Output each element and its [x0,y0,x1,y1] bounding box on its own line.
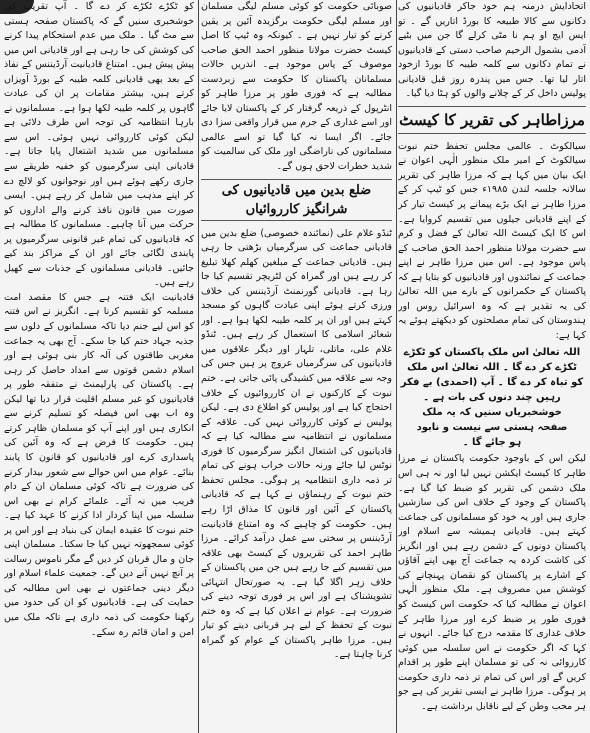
pull-quote [398,345,586,450]
article-body: کو ٹکڑے ٹکڑے کر دے گا ۔ آپ تقریب کی خوشخبری سنیں گے کہ پاکستان صفحہ ہستی سے مٹ گیا ۔ ملک میں عدم استحکام پیدا کرنے کی کوشش کی جا رہی ہے اور قادیانی اس میں پیش پیش ہیں۔ امتناع قادیانیت آرڈیننس کے نفاذ کے بعد بھی قادیانی کلمہ طیبہ کے بورڈ آویزاں کرتے ہیں، بیشتر مقامات پر ان کی عبادت گاہوں پر کلمہ طیبہ لکھا ہوا ہے۔ مسلمانوں نے بارہا انتظامیہ کی توجہ اس طرف دلائی ہے لیکن کوئی کارروائی نہیں ہوئی۔ اس سے مسلمانوں میں شدید اشتعال پایا جاتا ہے۔ قادیانی اپنی سرگرمیوں کو خفیہ طریقے سے جاری رکھے ہوئے ہیں اور نوجوانوں کو لالچ دے کر اپنے مذہب میں شامل کر رہے ہیں۔ ایسی صورت میں قانون نافذ کرنے والے اداروں کو حرکت میں آنا چاہیے۔ مسلمانوں کا مطالبہ ہے کہ قادیانیوں کی تمام غیر قانونی سرگرمیوں پر پابندی لگائی جائے اور ان کے مراکز بند کیے جائیں۔ قادیانی مسلمانوں کے جذبات سے کھیل رہے ہیں۔ [4,1,194,289]
quote-line: صفحہ ہستی سے نیست و نابود [416,422,568,434]
column-left [4,0,194,733]
quote-line: ٹکڑے کر دے گا ۔ اللہ تعالیٰ اس ملک [407,362,577,374]
column-divider [198,0,199,733]
article-body: لیکن اس کے باوجود حکومت پاکستان نے مرزا طاہر کا کیسٹ ایکشن نہیں لیا اور نہ ہی اس ملک دشمن کی تقریر کو ضبط کیا گیا ہے۔ پاکستان کے وجود کے خلاف اس کی سازشیں جاری ہیں اور یہ خود کو مسلمانوں کی جماعت کہتے ہیں۔ قادیانی ہمیشہ سے اسلام اور پاکستان دونوں کے دشمن رہے ہیں اور انگریز کی کاشت کردہ یہ جماعت آج بھی اپنے آقاؤں کے اشارے پر پاکستان کو نقصان پہنچانے کی کوشش میں مصروف ہے۔ ملک منظور الٰہی اعوان نے مطالبہ کیا کہ حکومت اس کیسٹ کو فوری طور پر ضبط کرے اور مرزا طاہر کے خلاف غداری کا مقدمہ درج کیا جائے۔ انہوں نے کہا کہ اگر حکومت نے اس سلسلہ میں کوئی کارروائی نہ کی تو مسلمان اپنے طور پر اقدام کریں گے اور اس کی تمام تر ذمہ داری حکومت پر ہوگی۔ مرزا طاہر نے ایسی تقریر کی ہے جو ہر محب وطن کے لیے ناقابل برداشت ہے۔ [398,453,586,712]
quote-line: ہو جائے گا ۔ [462,437,522,449]
article-continuation: صوبائی حکومت کو کوئی مسلم لیگی مسلمان اور مسلم لیگی حکومت برگزیدہ آئین پر یقین کرنے کو تیار نہیں ہے ۔ کیونکہ وہ ٹیپ کا اصل کیسٹ حضرت مولانا منظور احمد الحق صاحب موصوف کے پاس موجود ہے۔ اندریں حالات مسلمانان پاکستان کا حکومت سے زبردست مطالبہ ہے کہ فوری طور پر مرزا طاہر کو انٹرپول کے ذریعہ گرفتار کر کے پاکستان لایا جائے اور اسے غداری کے جرم میں قرار واقعی سزا دی جائے۔ اگر ایسا نہ کیا گیا تو اسے عالمی مسلمانوں کی ناراضگی اور ملک کی سالمیت کو شدید خطرات لاحق ہوں گے۔ [201,1,392,173]
quote-line: اللہ تعالیٰ اس ملک پاکستان کو ٹکڑے [403,347,581,359]
article-body: قادیانیت ایک فتنہ ہے جس کا مقصد امت مسلمہ کو تقسیم کرنا ہے۔ انگریز نے اس فتنہ کو اس لیے جنم دیا تاکہ مسلمانوں کے دلوں سے جذبہ جہاد ختم کیا جا سکے۔ آج بھی یہ جماعت مغربی طاقتوں کی آلہ کار بنی ہوئی ہے اور اسلام دشمن قوتوں سے امداد حاصل کر رہی ہے۔ پاکستان کی پارلیمنٹ نے متفقہ طور پر قادیانیوں کو غیر مسلم اقلیت قرار دیا تھا لیکن وہ اب بھی اس فیصلہ کو تسلیم کرنے سے انکاری ہیں اور اپنے آپ کو مسلمان ظاہر کرتے ہیں۔ حکومت کا فرض ہے کہ وہ آئین کی پاسداری کرے اور قادیانیوں کو قانون کا پابند بنائے۔ عوام میں اس حوالے سے شعور بیدار کرنے کی ضرورت ہے تاکہ کوئی مسلمان ان کے دام فریب میں نہ آئے۔ علمائے کرام نے بھی اس سلسلہ میں اپنا کردار ادا کرنے کا عہد کیا ہے۔ ختم نبوت کا عقیدہ ایمان کی بنیاد ہے اور اس پر کوئی سمجھوتہ نہیں کیا جا سکتا۔ مسلمان اپنی جان و مال قربان کر دیں گے مگر ناموس رسالت پر آنچ نہیں آنے دیں گے۔ جمعیت علماء اسلام اور دیگر دینی جماعتوں نے بھی اس مطالبہ کی حمایت کی ہے۔ قادیانیوں کو ان کی حدود میں رکھنا حکومت کی ذمہ داری ہے تاکہ ملک میں امن و امان قائم رہ سکے۔ [4,291,194,638]
column-divider [396,0,397,733]
quote-line: خوشخبریاں سنیں کہ یہ ملک [422,407,562,419]
article-headline: ضلع بدین میں قادیانیوں کی شرانگیز کارروائیاں [201,179,392,221]
quote-line: کو تباہ کر دے گا ۔ آپ (احمدی) بے فکر [400,377,584,389]
column-right [398,0,586,733]
column-middle [201,0,392,733]
article-headline: مرزاطاہر کی تقریر کا کیسٹ [398,106,586,134]
quote-line: رہیں چند دنوں کی بات ہے ۔ [423,392,561,404]
article-body: ٹنڈو غلام علی (نمائندہ خصوصی) ضلع بدین میں قادیانی جماعت کی سرگرمیاں بڑھتی جا رہی ہیں۔ قادیانی جماعت کے مبلغین کھلم کھلا تبلیغ کر رہے ہیں اور گمراہ کن لٹریچر تقسیم کیا جا رہا ہے۔ قادیانی گورنمنٹ آرڈیننس کی خلاف ورزی کرتے ہوئے اپنی عبادت گاہوں کو مسجد کہتے ہیں اور ان پر کلمہ طیبہ لکھا ہوا ہے۔ اور شعائر اسلامی کا استعمال کر رہے ہیں۔ ٹنڈو غلام علی، ماتلی، تلہار اور دیگر علاقوں میں قادیانیوں کی سرگرمیاں عروج پر ہیں جس کی وجہ سے علاقہ میں کشیدگی پائی جاتی ہے۔ ختم نبوت کے کارکنوں نے ان کارروائیوں کے خلاف احتجاج کیا ہے اور پولیس کو اطلاع دی ہے۔ لیکن پولیس نے کوئی کارروائی نہیں کی۔ علاقہ کے مسلمانوں نے انتظامیہ سے مطالبہ کیا ہے کہ قادیانیوں کی اشتعال انگیز سرگرمیوں کا فوری نوٹس لیا جائے ورنہ حالات خراب ہونے کی تمام تر ذمہ داری انتظامیہ پر ہوگی۔ مجلس تحفظ ختم نبوت کے رہنماؤں نے کہا ہے کہ قادیانی پاکستان کے آئین اور قانون کا مذاق اڑا رہے ہیں۔ حکومت کو چاہیے کہ وہ امتناع قادیانیت آرڈیننس پر سختی سے عمل درآمد کرائے۔ مرزا طاہر احمد کی تقریروں کے کیسٹ بھی علاقہ میں تقسیم کیے جا رہے ہیں جن میں پاکستان کے خلاف زہر اگلا گیا ہے۔ یہ صورتحال انتہائی تشویشناک ہے اور اس پر فوری توجہ دینے کی ضرورت ہے۔ عوام نے اعلان کیا ہے کہ وہ ختم نبوت کے تحفظ کے لیے ہر قربانی دینے کو تیار ہیں۔ مرزا طاہر پاکستان کے عوام کو گمراہ کرنا چاہتا ہے۔ [201,227,392,661]
article-body: سیالکوٹ ۔ عالمی مجلس تحفظ ختم نبوت سیالکوٹ کے امیر ملک منظور الٰہی اعوان نے ایک بیان میں کہا ہے کہ مرزا طاہر کی تقریر سالانہ جلسہ لندن ۱۹۸۵ء جس کو ٹیپ کر کے مرزا طاہر نے ایک بڑے پیمانے پر کیسٹ تیار کر کے اپنے قادیانی جیلوں میں تقسیم کروایا ہے۔ اس کا ایک کیسٹ اللہ تعالیٰ کے فضل و کرم سے حضرت مولانا منظور احمد الحق صاحب کے پاس موجود ہے۔ اس میں مرزا طاہر نے اپنے جماعت کے نمائندوں اور قادیانیوں کو بتایا ہے کہ پاکستان کے حکمرانوں کے بارے میں اللہ تعالیٰ کی یہ تقدیر ہے کہ وہ اسرائیل روس اور ہندوستان کی تمام مصلحتوں کو دیکھتے ہوئے یہ کہا ہے: [398,140,586,341]
article-continuation: اتحادایش درمنہ ہم خود جاکر قادیانیوں کی دکانوں سے کالا طبیعہ کا بورڈ اتاریں گے ۔ تو ایس ایچ او ہم نا مٹی کرلے گا جن میں بٹیے آدمی بشمول الرحیم صاحب دستی کے قادیانیوں نے تمام دکانوں سے کلمہ طیبہ کا بورڈ ازخود اتار لیا تھا۔ جس میں پندرہ روز قبل قادیانی پولیس داخل کر کے چلانے والوں کو ہٹا دیا گیا۔ [398,1,586,100]
